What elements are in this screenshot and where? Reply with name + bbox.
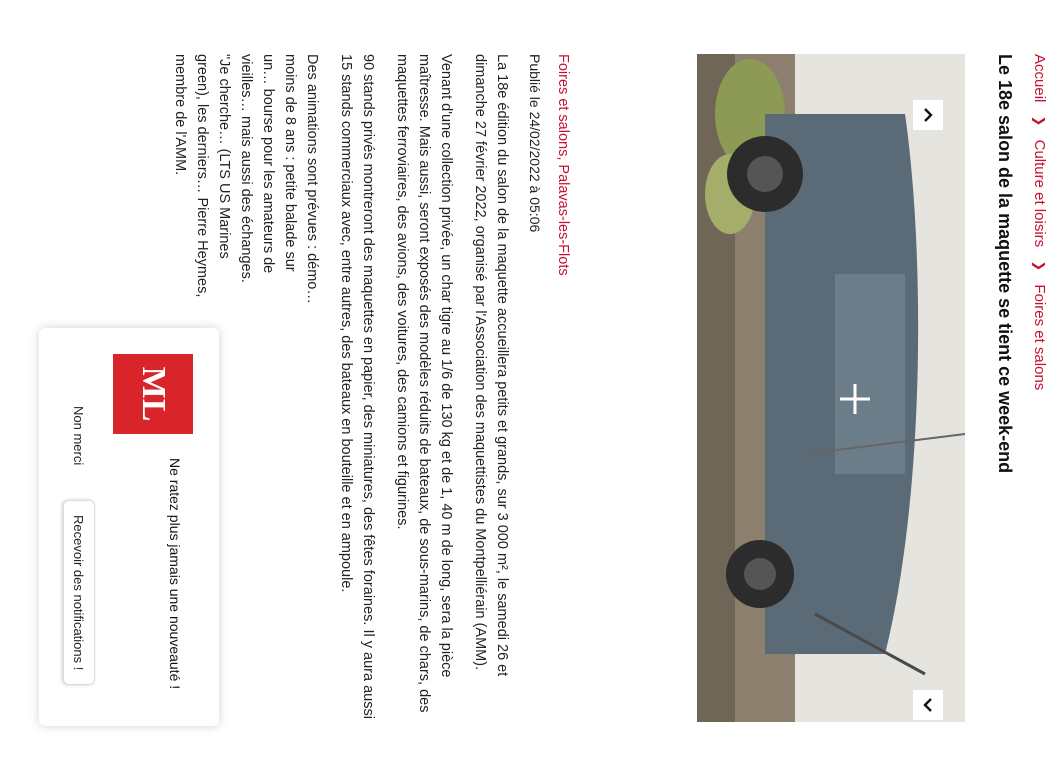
article-title: Le 18e salon de la maquette se tient ce week-end xyxy=(995,54,1015,474)
article-category[interactable]: Foires et salons, Palavas-les-Flots xyxy=(555,54,571,276)
photo-prev-button[interactable] xyxy=(913,100,943,130)
article-paragraph: 90 stands privés montreront des maquettes en papier, des miniatures, des fêtes foraines. Il y aura aussi 15 stands commerciaux avec, entre autres, des bateaux en bouteille et en ampoule. xyxy=(338,54,376,719)
chevron-up-icon xyxy=(923,108,933,122)
article-paragraph: Des animations sont prévues : démo… moins de 8 ans : petite balade sur un… bourse pour les amateurs de vieilles… mais aussi des échanges. "Je cherche… (LTS US Marines green), les derniers… Pierre Heymes, membre de l'AMM. xyxy=(172,54,320,304)
article-paragraph: La 18e édition du salon de la maquette accueillera petits et grands, sur 3 000 m², le samedi 26 et dimanche 27 février 2022, organisé par l'Association des maquettistes du Montpelliérain (AMM). xyxy=(472,54,510,677)
site-logo xyxy=(113,354,193,434)
chevron-right-icon: ❯ xyxy=(1032,115,1047,127)
photo-next-button[interactable] xyxy=(913,690,943,720)
breadcrumb-foires[interactable]: Foires et salons xyxy=(1031,284,1048,391)
article-paragraph: Venant d'une collection privée, un char tigre au 1/6 de 130 kg et de 1, 40 m de long, sera la pièce maîtresse. Mais aussi, seront exposés des modèles réduits de bateaux, de sous-marins, de chars, des maquettes ferroviaires, des avions, des voitures, des camions et figurines. xyxy=(394,54,454,713)
breadcrumb-home[interactable]: Accueil xyxy=(1031,54,1048,103)
article-photo[interactable] xyxy=(697,54,965,722)
chevron-down-icon xyxy=(923,698,933,712)
breadcrumb xyxy=(1031,54,1048,390)
accept-button[interactable]: Recevoir des notifications ! xyxy=(63,500,95,685)
model-car-diorama-image xyxy=(697,54,965,722)
decline-button[interactable]: Non merci xyxy=(70,400,87,471)
popup-message: Ne ratez plus jamais une nouveauté ! xyxy=(167,458,183,690)
breadcrumb-culture[interactable]: Culture et loisirs xyxy=(1031,139,1048,248)
chevron-right-icon: ❯ xyxy=(1032,260,1047,272)
publish-date: Publié le 24/02/2022 à 05:06 xyxy=(527,54,543,233)
notification-popup xyxy=(39,328,219,726)
logo-text: ML xyxy=(135,366,172,422)
